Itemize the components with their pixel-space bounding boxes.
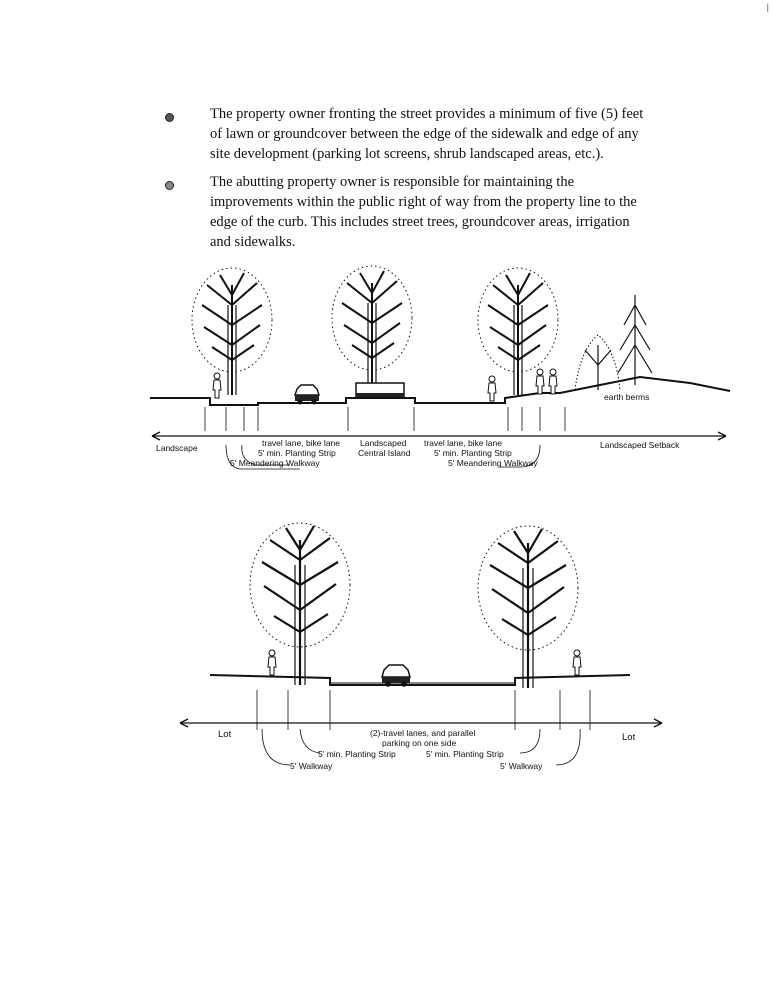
bullet-paragraph-maintenance (210, 172, 672, 252)
bullet-dot (165, 181, 174, 190)
label-central-island-2: Central Island (358, 448, 411, 458)
label-lot-right: Lot (622, 732, 636, 743)
label-landscape: Landscape (156, 443, 198, 453)
label-planting-strip-left: 5' min. Planting Strip (318, 749, 396, 759)
label-travel-lane-right: travel lane, bike lane (424, 438, 502, 448)
text-line: edge of the curb. This includes street trees, groundcover areas, irrigation (210, 214, 630, 230)
text-line: of lawn or groundcover between the edge of the sidewalk and edge of any (210, 126, 639, 142)
street-section-diagram-bottom (0, 515, 773, 775)
label-earth-berms: earth berms (604, 392, 650, 402)
pedestrian-icon (573, 650, 581, 675)
pedestrian-icon (268, 650, 276, 675)
label-planting-strip-right: 5' min. Planting Strip (426, 749, 504, 759)
text-line: The property owner fronting the street provides a minimum of five (5) feet (210, 106, 644, 122)
text-line: The abutting property owner is responsible for maintaining the (210, 174, 575, 190)
label-travel-lanes-1: (2)-travel lanes, and parallel (370, 728, 476, 738)
label-central-island-1: Landscaped (360, 438, 407, 448)
label-walkway-left: 5' Walkway (290, 761, 333, 771)
label-planting-strip-right: 5' min. Planting Strip (434, 448, 512, 458)
label-landscaped-setback: Landscaped Setback (600, 440, 680, 450)
pedestrian-icon (536, 369, 544, 394)
label-lot-left: Lot (218, 729, 232, 740)
text-line: site development (parking lot screens, shrub landscaped areas, etc.). (210, 146, 604, 162)
label-planting-strip-left: 5' min. Planting Strip (258, 448, 336, 458)
car-icon (382, 665, 410, 687)
street-section-diagram-top (0, 255, 773, 495)
label-travel-lanes-2: parking on one side (382, 738, 457, 748)
text-line: improvements within the public right of way from the property line to the (210, 194, 637, 210)
bullet-paragraph-lawn (210, 104, 672, 164)
label-walkway-right: 5' Walkway (500, 761, 543, 771)
text-line: and sidewalks. (210, 234, 296, 250)
tree-icon (478, 526, 578, 688)
bullet-dot (165, 113, 174, 122)
cyclist-icon (488, 376, 496, 401)
tree-icon (332, 266, 412, 393)
label-walkway-right: 5' Meandering Walkway (448, 458, 538, 468)
tree-icon (192, 268, 272, 395)
label-walkway-left: 5' Meandering Walkway (230, 458, 320, 468)
pedestrian-icon (549, 369, 557, 394)
tree-icon (250, 523, 350, 685)
label-travel-lane-left: travel lane, bike lane (262, 438, 340, 448)
tree-icon (478, 268, 558, 395)
page-corner-mark: | (766, 2, 769, 12)
pedestrian-icon (213, 373, 221, 398)
conifer-icon (618, 295, 652, 385)
car-icon (295, 385, 319, 405)
